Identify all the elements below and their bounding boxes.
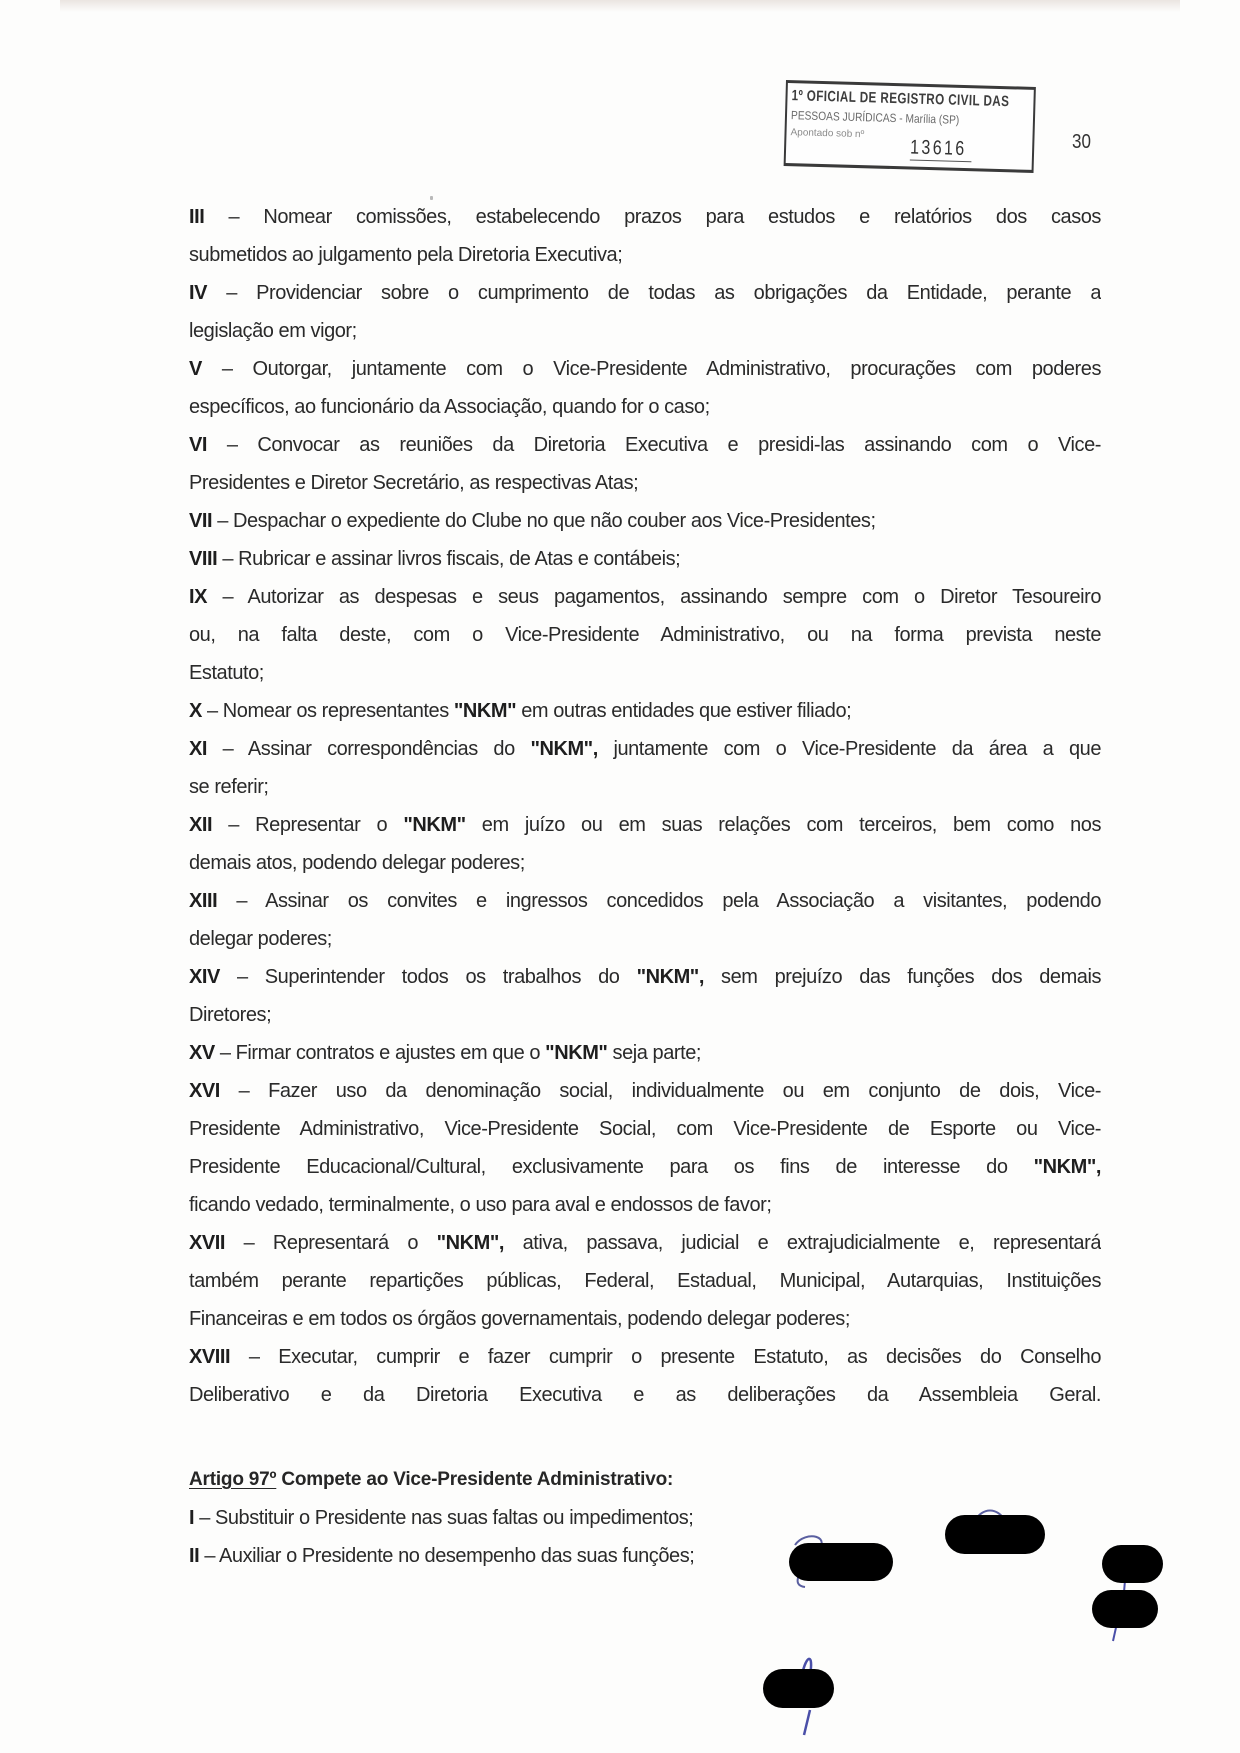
- text-line: [189, 392, 1101, 430]
- text-run: – Convocar as reuniões da Diretoria Executiva e presidi-las assinando com o Vice-: [207, 434, 1101, 456]
- text-line: [189, 468, 1101, 506]
- text-run: – Nomear os representantes: [201, 700, 454, 722]
- text-run: ativa, passava, judicial e extrajudicialmente e, representará: [504, 1232, 1101, 1254]
- text-line: [189, 1342, 1101, 1380]
- item-numeral: I: [189, 1507, 195, 1529]
- text-line: [189, 1228, 1101, 1266]
- scan-edge-shadow: [60, 0, 1180, 12]
- text-line: [189, 886, 1101, 924]
- bold-text: XVIII: [189, 1346, 231, 1368]
- text-run: demais atos, podendo delegar poderes;: [189, 852, 525, 874]
- redaction-mark: [763, 1669, 834, 1708]
- article-96-items: [189, 202, 1101, 1418]
- text-run: se referir;: [189, 776, 269, 798]
- text-line: [189, 1114, 1101, 1152]
- item-text: – Auxiliar o Presidente no desempenho das suas funções;: [199, 1545, 695, 1567]
- text-line: [189, 810, 1101, 848]
- article-label: Artigo 97º: [189, 1469, 277, 1490]
- text-line: [189, 1190, 1101, 1228]
- text-run: – Fazer uso da denominação social, individualmente ou em conjunto de dois, Vice-: [219, 1080, 1101, 1102]
- redaction-mark: [945, 1515, 1045, 1554]
- text-run: Deliberativo e da Diretoria Executiva e as deliberações da Assembleia Geral.: [189, 1384, 1101, 1406]
- text-line: [189, 1266, 1101, 1304]
- text-run: Presidente Educacional/Cultural, exclusivamente para os fins de interesse do: [189, 1156, 1034, 1178]
- stamp-number: 13616: [910, 136, 972, 162]
- text-run: ou, na falta deste, com o Vice-Presidente Administrativo, ou na forma prevista neste: [189, 624, 1101, 646]
- redaction-mark: [1102, 1545, 1163, 1583]
- bold-text: "NKM",: [436, 1232, 504, 1254]
- text-line: [189, 316, 1101, 354]
- bold-text: "NKM",: [1033, 1156, 1101, 1178]
- stamp-line-1: 1º OFICIAL DE REGISTRO CIVIL DAS: [791, 87, 1010, 111]
- bold-text: "NKM",: [636, 966, 704, 988]
- text-run: em juízo ou em suas relações com terceiros, bem como nos: [465, 814, 1101, 836]
- text-run: seja parte;: [607, 1042, 701, 1064]
- text-run: – Superintender todos os trabalhos do: [219, 966, 637, 988]
- text-run: também perante repartições públicas, Federal, Estadual, Municipal, Autarquias, Instituições: [189, 1270, 1101, 1292]
- bold-text: X: [189, 700, 202, 722]
- text-line: [189, 772, 1101, 810]
- text-run: juntamente com o Vice-Presidente da área a que: [597, 738, 1101, 760]
- text-line: [189, 354, 1101, 392]
- text-line: [189, 658, 1101, 696]
- bold-text: XVII: [189, 1232, 225, 1254]
- text-run: – Providenciar sobre o cumprimento de todas as obrigações da Entidade, perante a: [207, 282, 1101, 304]
- text-line: [189, 1038, 1101, 1076]
- bold-text: VIII: [189, 548, 218, 570]
- text-line: [189, 278, 1101, 316]
- text-line: [189, 582, 1101, 620]
- bold-text: "NKM": [453, 700, 517, 722]
- text-line: [189, 506, 1101, 544]
- text-run: – Executar, cumprir e fazer cumprir o presente Estatuto, as decisões do Conselho: [230, 1346, 1101, 1368]
- text-line: [189, 1152, 1101, 1190]
- bold-text: VI: [189, 434, 207, 456]
- text-run: – Assinar os convites e ingressos concedidos pela Associação a visitantes, podendo: [217, 890, 1101, 912]
- bold-text: XI: [189, 738, 207, 760]
- text-line: [189, 734, 1101, 772]
- bold-text: XIII: [189, 890, 218, 912]
- bold-text: XIV: [189, 966, 220, 988]
- text-line: [189, 620, 1101, 658]
- text-run: – Outorgar, juntamente com o Vice-Presidente Administrativo, procurações com poderes: [201, 358, 1101, 380]
- bold-text: "NKM": [403, 814, 466, 836]
- text-line: [189, 1380, 1101, 1418]
- text-line: [189, 962, 1101, 1000]
- text-run: – Nomear comissões, estabelecendo prazos para estudos e relatórios dos casos: [204, 206, 1101, 228]
- bold-text: XV: [189, 1042, 215, 1064]
- text-line: [189, 848, 1101, 886]
- item-numeral: II: [189, 1545, 200, 1567]
- registry-stamp: [784, 80, 1036, 173]
- text-run: – Firmar contratos e ajustes em que o: [214, 1042, 546, 1064]
- bold-text: III: [189, 206, 205, 228]
- redaction-mark: [1092, 1590, 1158, 1628]
- text-run: – Assinar correspondências do: [207, 738, 531, 760]
- text-run: ficando vedado, terminalmente, o uso para aval e endossos de favor;: [189, 1194, 772, 1216]
- bold-text: "NKM",: [530, 738, 598, 760]
- text-line: [189, 430, 1101, 468]
- text-line: [189, 1000, 1101, 1038]
- text-run: – Despachar o expediente do Clube no que não couber aos Vice-Presidentes;: [212, 510, 876, 532]
- bold-text: IV: [189, 282, 207, 304]
- text-run: submetidos ao julgamento pela Diretoria Executiva;: [189, 244, 623, 266]
- text-line: [189, 240, 1101, 278]
- text-line: [189, 924, 1101, 962]
- stamp-line-3: Apontado sob nº: [790, 127, 865, 141]
- text-run: Presidente Administrativo, Vice-Presidente Social, com Vice-Presidente de Esporte ou Vice-: [189, 1118, 1101, 1140]
- text-run: – Autorizar as despesas e seus pagamentos, assinando sempre com o Diretor Tesoureiro: [207, 586, 1101, 608]
- text-line: [189, 544, 1101, 582]
- text-run: legislação em vigor;: [189, 320, 357, 342]
- article-heading: [189, 1465, 1101, 1503]
- redaction-mark: [789, 1543, 893, 1581]
- bold-text: VII: [189, 510, 213, 532]
- text-run: em outras entidades que estiver filiado;: [516, 700, 852, 722]
- text-run: – Representar o: [212, 814, 404, 836]
- text-run: Presidentes e Diretor Secretário, as respectivas Atas;: [189, 472, 639, 494]
- text-run: – Rubricar e assinar livros fiscais, de Atas e contábeis;: [217, 548, 681, 570]
- text-line: [189, 1304, 1101, 1342]
- text-run: Diretores;: [189, 1004, 272, 1026]
- bold-text: "NKM": [545, 1042, 608, 1064]
- item-text: – Substituir o Presidente nas suas faltas ou impedimentos;: [194, 1507, 694, 1529]
- text-line: [189, 696, 1101, 734]
- document-body: [189, 202, 1101, 1579]
- paragraph-gap: [189, 1418, 1101, 1465]
- bold-text: V: [189, 358, 202, 380]
- text-run: sem prejuízo das funções dos demais: [703, 966, 1101, 988]
- bold-text: XVI: [189, 1080, 220, 1102]
- stamp-line-2: PESSOAS JURÍDICAS - Marília (SP): [790, 108, 960, 127]
- text-run: Estatuto;: [189, 662, 264, 684]
- text-run: específicos, ao funcionário da Associação, quando for o caso;: [189, 396, 710, 418]
- page-number: 30: [1072, 131, 1091, 153]
- text-run: Financeiras e em todos os órgãos governamentais, podendo delegar poderes;: [189, 1308, 850, 1330]
- scan-speck: [430, 196, 433, 200]
- text-run: – Representará o: [225, 1232, 437, 1254]
- text-line: [189, 1076, 1101, 1114]
- text-run: delegar poderes;: [189, 928, 332, 950]
- text-line: [189, 202, 1101, 240]
- bold-text: IX: [189, 586, 207, 608]
- article-title: Compete ao Vice-Presidente Administrativo:: [276, 1469, 674, 1490]
- bold-text: XII: [189, 814, 213, 836]
